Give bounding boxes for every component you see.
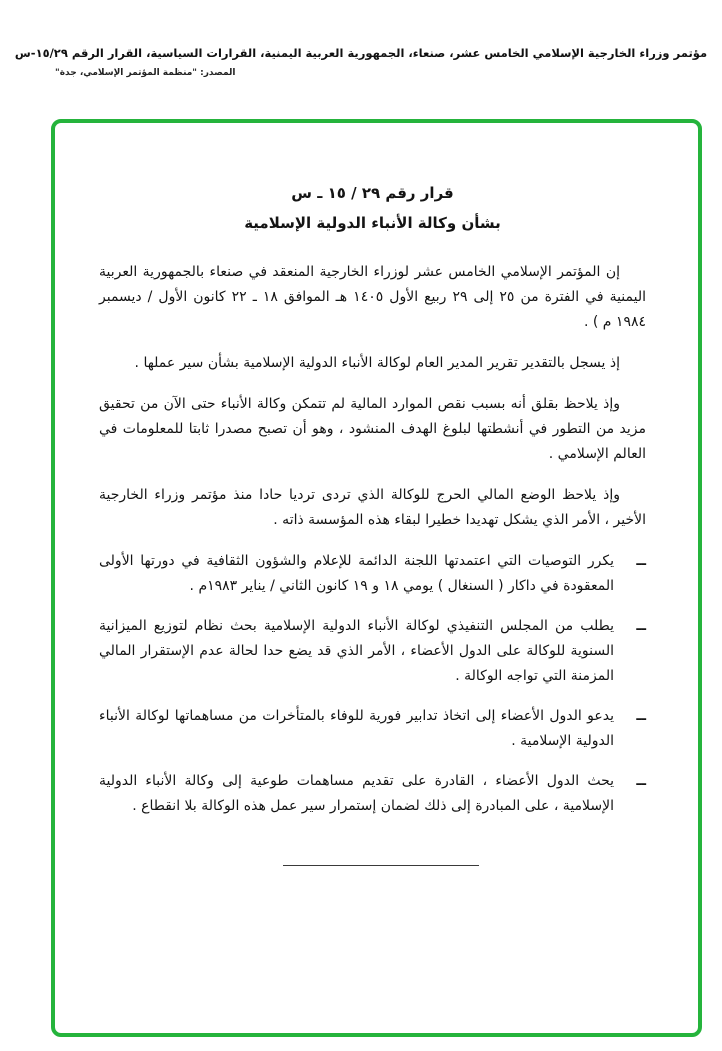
resolution-paragraph: إن المؤتمر الإسلامي الخامس عشر لوزراء الخارجية المنعقد في صنعاء بالجمهورية العربية اليمنية في الفترة من ٢٥ إلى ٢٩ ربيع الأول ١٤٠٥ هـ الموافق ١٨ ـ ٢٢ كانون الأول / ديسمبر ١٩٨٤ م ) . [99, 264, 646, 330]
clause-text: يحث الدول الأعضاء ، القادرة على تقديم مساهمات طوعية إلى وكالة الأنباء الدولية الإسلامية ، على المبادرة إلى ذلك لضمان إستمرار سير عمل هذه الوكالة بلا انقطاع . [99, 773, 614, 814]
resolution-clause [99, 614, 646, 689]
resolution-paragraph: وإذ يلاحظ بقلق أنه بسبب نقص الموارد المالية لم تتمكن وكالة الأنباء حتى الآن من تحقيق مزيد من التطور في أنشطتها لبلوغ الهدف المنشود ، وهو أن تصبح مصدرا ثابتا للمعلومات في العالم الإسلامي . [99, 396, 646, 462]
resolution-subject-title: بشأن وكالة الأنباء الدولية الإسلامية [244, 214, 501, 232]
resolution-clause [99, 704, 646, 754]
clause-text: يدعو الدول الأعضاء إلى اتخاذ تدابير فورية للوفاء بالمتأخرات من مساهماتها لوكالة الأنباء الدولية الإسلامية . [99, 708, 614, 749]
header-citation-line: مؤتمر وزراء الخارجية الإسلامي الخامس عشر، صنعاء، الجمهورية العربية اليمنية، القرارات السياسية، القرار الرقم ١٥/٢٩-س [14, 46, 708, 60]
dash-bullet-icon: ــ [636, 553, 646, 569]
resolution-number-title: قرار رقم ٢٩ / ١٥ ـ س [291, 184, 454, 202]
header-source-line: المصدر: "منظمة المؤتمر الإسلامي، جدة" [55, 68, 236, 78]
dash-bullet-icon: ــ [636, 708, 646, 724]
scanned-document-frame [51, 119, 702, 1037]
resolution-clause [99, 769, 646, 819]
resolution-paragraph: إذ يسجل بالتقدير تقرير المدير العام لوكالة الأنباء الدولية الإسلامية بشأن سير عملها . [134, 355, 620, 371]
document-header [8, 46, 714, 78]
dash-bullet-icon: ــ [636, 773, 646, 789]
resolution-paragraph: وإذ يلاحظ الوضع المالي الحرج للوكالة الذي تردى ترديا حادا منذ مؤتمر وزراء الخارجية الأخير ، الأمر الذي يشكل تهديدا خطيرا لبقاء هذه المؤسسة ذاته . [99, 487, 646, 528]
resolution-body [55, 123, 698, 866]
resolution-clause [99, 549, 646, 599]
clause-text: يكرر التوصيات التي اعتمدتها اللجنة الدائمة للإعلام والشؤون الثقافية في دورتها الأولى المعقودة في داكار ( السنغال ) يومي ١٨ و ١٩ كانون الثاني / يناير ١٩٨٣م . [99, 553, 614, 594]
closing-rule [283, 865, 479, 866]
dash-bullet-icon: ــ [636, 618, 646, 634]
clause-text: يطلب من المجلس التنفيذي لوكالة الأنباء الدولية الإسلامية بحث نظام لتوزيع الميزانية السنوية للوكالة على الدول الأعضاء ، الأمر الذي قد يضع حدا لحالة عدم الإستقرار المالي المزمنة التي تواجه الوكالة . [99, 618, 614, 684]
